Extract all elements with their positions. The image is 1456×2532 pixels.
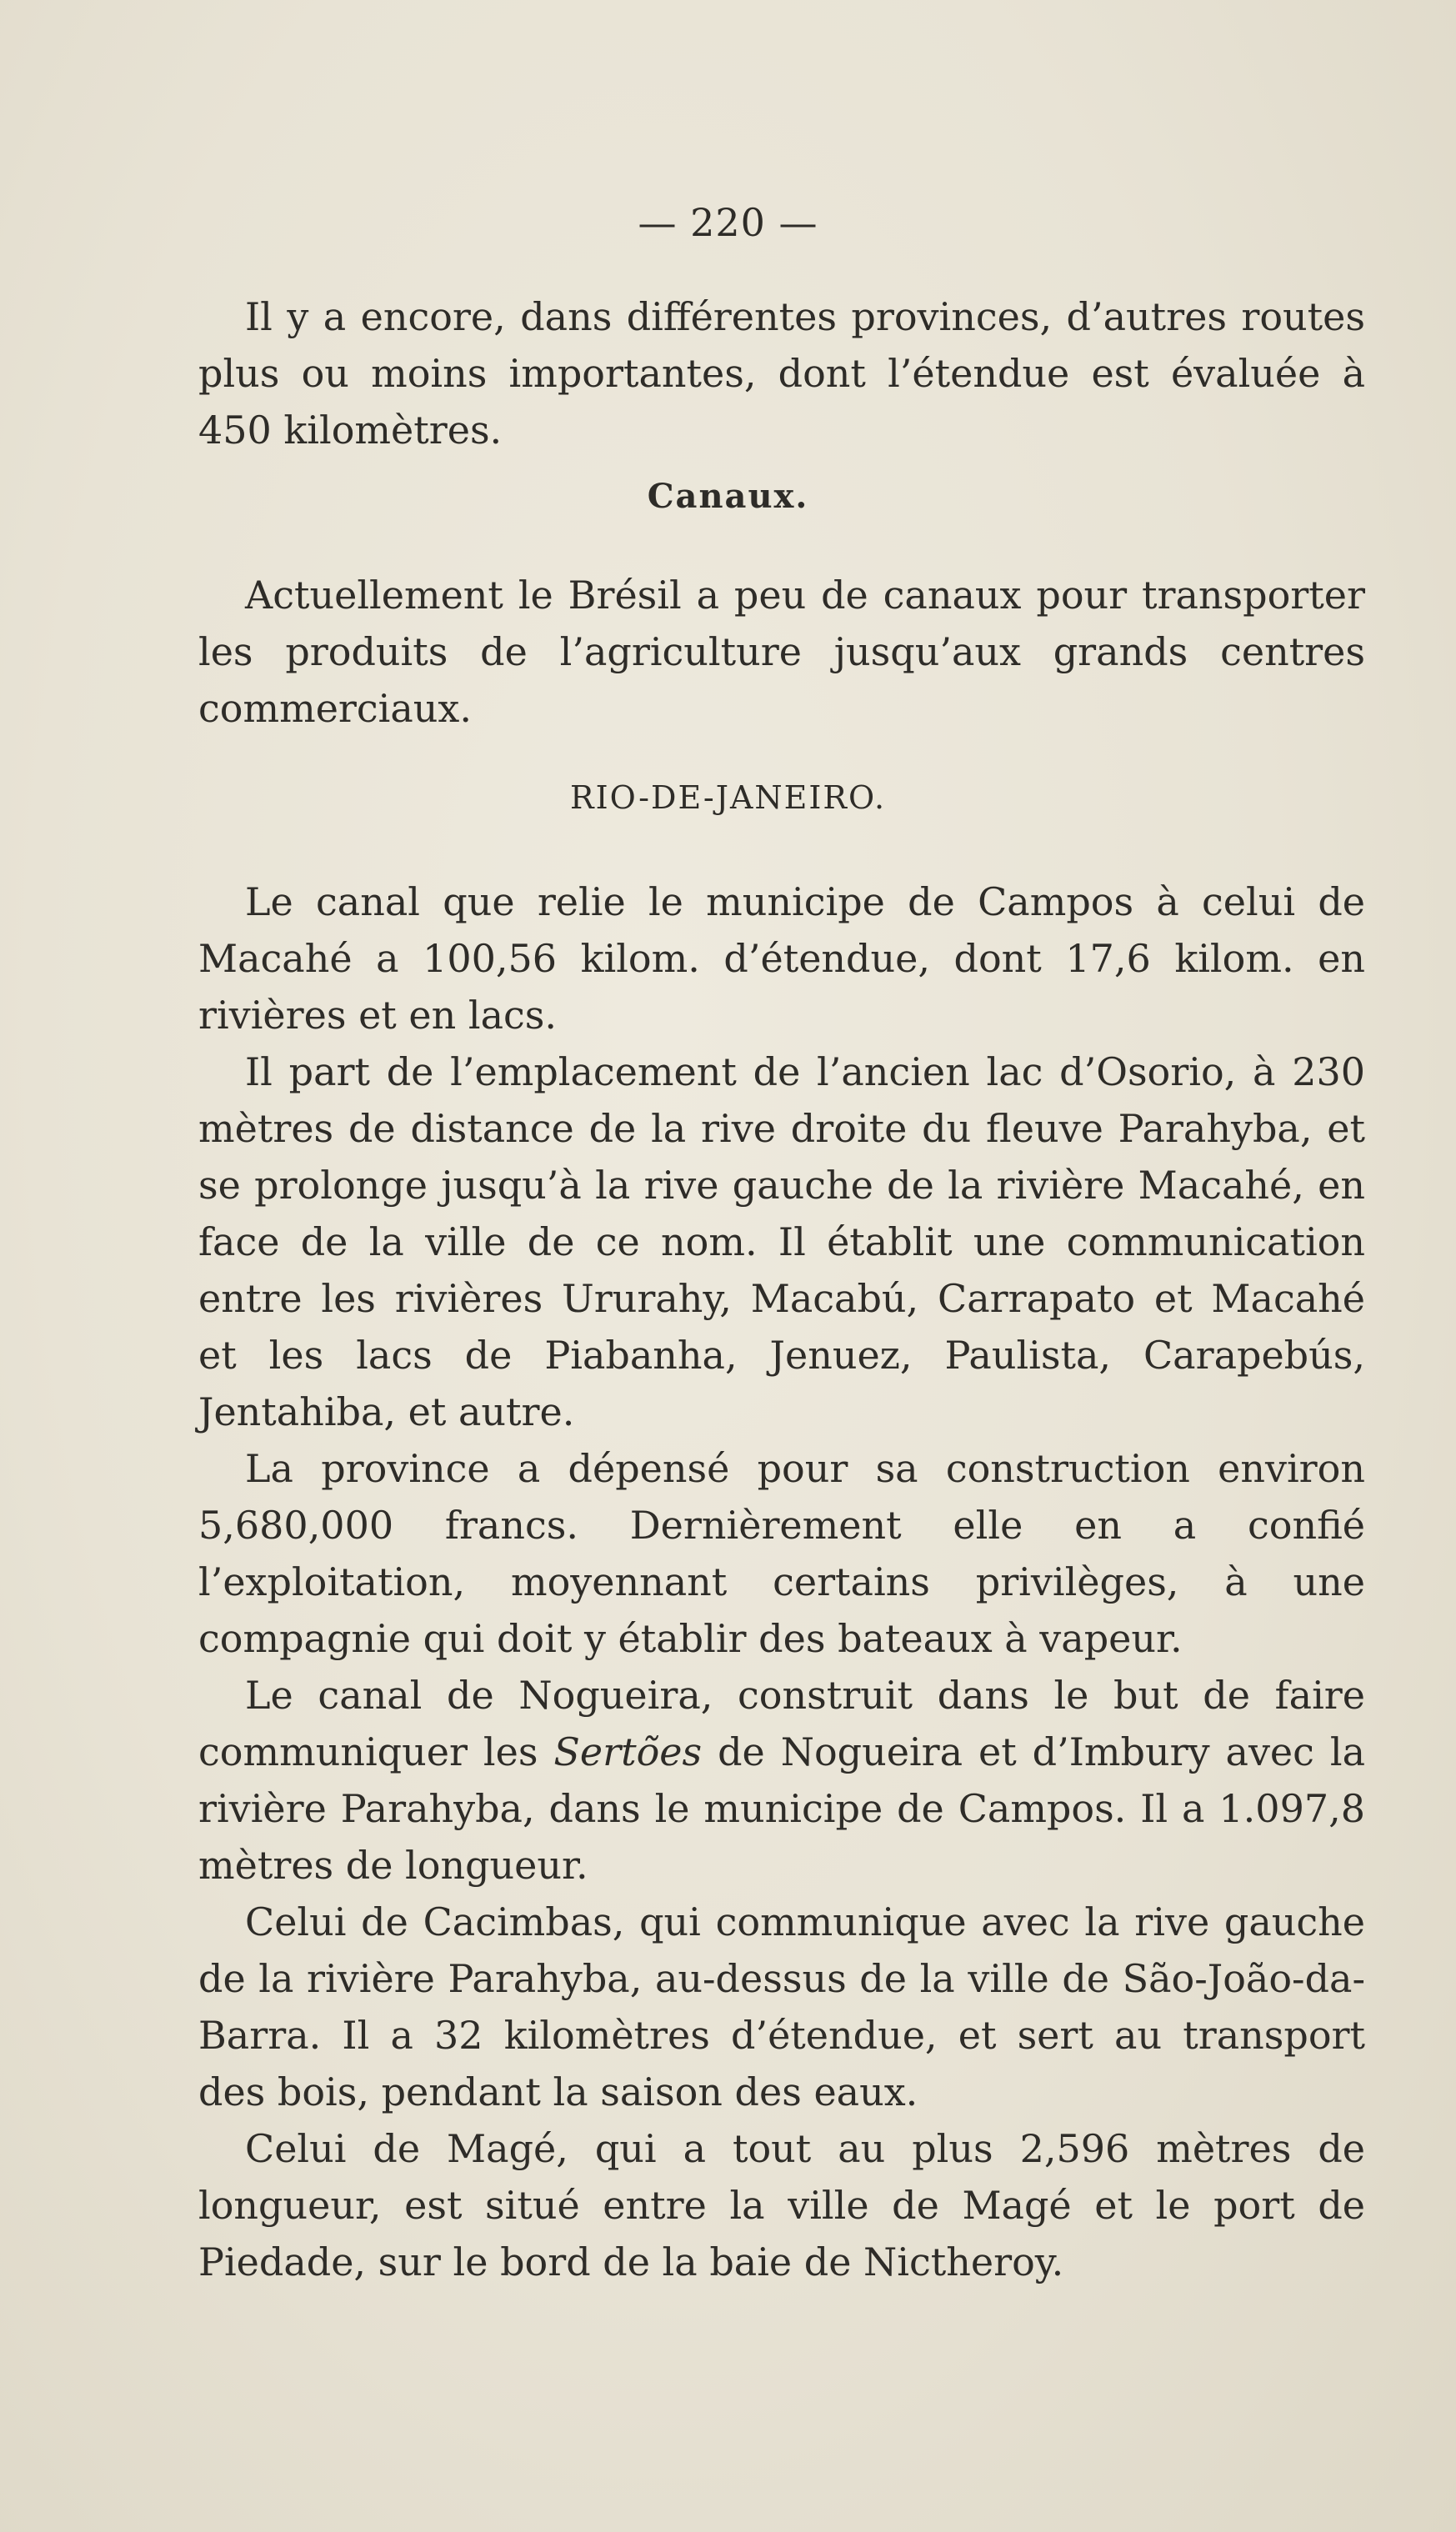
section-heading: Canaux. [647,477,809,516]
intro-paragraph: Il y a encore, dans différentes provinces, d’autres routes plus ou moins importantes, dont l’étendue est évaluée à 450 kilomètres. [198,294,1365,453]
intro-paragraph-block [198,288,1365,458]
nogueira-text-end: de Nogueira et d’Imbury avec la rivière Parahyba, dans le municipe de Campos. Il a 1.097,8 mètres de longueur. [198,1729,1365,1888]
page-number: — 220 — [638,200,818,245]
paragraph-construction-cost: La province a dépensé pour sa construction environ 5,680,000 francs. Dernièrement elle en a confié l’exploitation, moyennant certains privilèges, à une compagnie qui doit y établir des bateaux à vapeur. [198,1446,1365,1661]
section-paragraph-block [198,567,1365,737]
paragraph-mage: Celui de Magé, qui a tout au plus 2,596 mètres de longueur, est situé entre la ville de Magé et le port de Piedade, sur le bord de la baie de Nictheroy. [198,2126,1365,2284]
paragraph-osorio: Il part de l’emplacement de l’ancien lac d’Osorio, à 230 mètres de distance de la rive droite du fleuve Parahyba, et se prolonge jusqu’à la rive gauche de la rivière Macahé, en face de la ville de ce nom. Il établit une communication entre les rivières Ururahy, Macabú, Carrapato et Macahé et les lacs de Piabanha, Jenuez, Paulista, Carapebús, Jentahiba, et autre. [198,1049,1365,1434]
paragraph-nogueira [198,1667,1365,1894]
paragraph-cacimbas: Celui de Cacimbas, qui communique avec la rive gauche de la rivière Parahyba, au-dessus de la ville de São-João-da-Barra. Il a 32 kilomètres d’étendue, et sert au transport des bois, pendant la saison des eaux. [198,1899,1365,2114]
section-paragraph: Actuellement le Brésil a peu de canaux pour transporter les produits de l’agriculture jusqu’aux grands centres commerciaux. [198,573,1365,731]
main-text-block [198,873,1365,2290]
sertoes-italic: Sertões [553,1729,703,1774]
subsection-heading: RIO-DE-JANEIRO. [569,779,887,816]
paragraph-campos-macahe: Le canal que relie le municipe de Campos à celui de Macahé a 100,56 kilom. d’étendue, dont 17,6 kilom. en rivières et en lacs. [198,879,1365,1038]
nogueira-text-start: Le canal de Nogueira, construit dans le but de faire communiquer les [198,1673,1365,1774]
